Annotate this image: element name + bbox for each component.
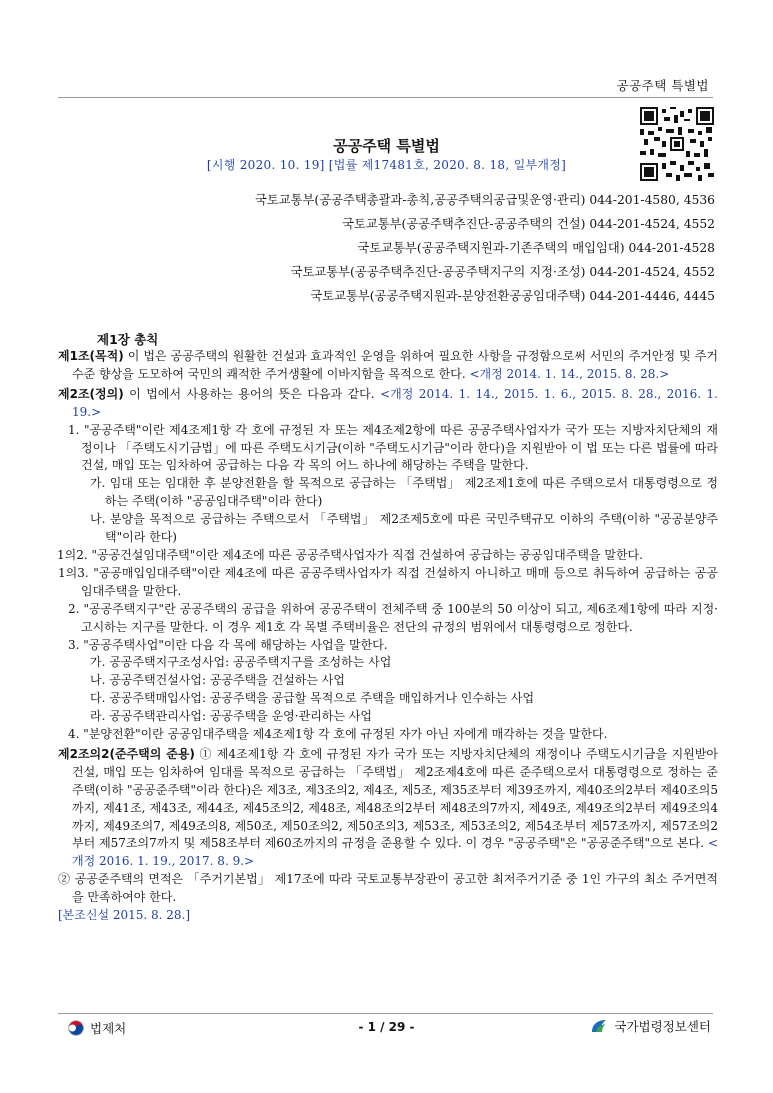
definition-subitem: 다. 공공주택매입사업: 공공주택을 공급할 목적으로 주택을 매입하거나 인수하는 사업 bbox=[90, 691, 535, 706]
definition-item: 4. "분양전환"이란 공공임대주택을 제4조제1항 각 호에 규정된 자가 아닌 자에게 매각하는 것을 말한다. bbox=[68, 727, 608, 742]
footer-left-label: 법제처 bbox=[90, 1021, 127, 1036]
contact-line: 국토교통부(공공주택지원과-분양전환공공임대주택) 044-201-4446, 4445 bbox=[310, 289, 715, 303]
contact-line: 국토교통부(공공주택지원과-기존주택의 매입임대) 044-201-4528 bbox=[357, 241, 715, 255]
article-label: 제2조(정의) bbox=[58, 386, 124, 401]
footer-law-center bbox=[590, 1017, 711, 1035]
article-2 bbox=[58, 386, 718, 422]
article-label: 제2조의2(준주택의 준용) bbox=[58, 746, 195, 761]
contact-line: 국토교통부(공공주택추진단-공공주택지구의 지정·조성) 044-201-4524, 4552 bbox=[290, 265, 715, 279]
amendment-note: <개정 2016. 1. 19., 2017. 8. 9.> bbox=[72, 836, 718, 869]
header-running-title: 공공주택 특별법 bbox=[616, 78, 709, 93]
amendment-note: <개정 2014. 1. 14., 2015. 1. 6., 2015. 8. 28., 2016. 1. 19.> bbox=[72, 386, 718, 419]
contact-line: 국토교통부(공공주택추진단-공공주택의 건설) 044-201-4524, 4552 bbox=[342, 217, 715, 231]
article-text: 이 법에서 사용하는 용어의 뜻은 다음과 같다. bbox=[123, 386, 381, 401]
article-label: 제1조(목적) bbox=[58, 349, 124, 363]
definition-item: 1의2. "공공건설임대주택"이란 제4조에 따른 공공주택사업자가 직접 건설하여 공급하는 공공임대주택을 말한다. bbox=[57, 547, 643, 562]
definition-item: 1. "공공주택"이란 제4조제1항 각 호에 규정된 자 또는 제4조제2항에 따른 공공주택사업자가 국가 또는 지방자치단체의 재정이나 「주택도시기금법」에 따른 주택도시기금(이하 "주택도시기금"이라 한다)을 지원받아 이 법 또는 다른 법률에 따라 건설, 매입 또는 임차하여 공급하는 다음 각 목의 어느 하나에 해당하는 주택을 말한다. bbox=[68, 422, 718, 473]
law-body bbox=[58, 348, 718, 925]
contact-list bbox=[255, 188, 715, 308]
amendment-note: <개정 2014. 1. 14., 2015. 8. 28.> bbox=[469, 366, 670, 381]
article-2-2 bbox=[58, 746, 718, 871]
enforcement-info: [시행 2020. 10. 19] [법률 제17481호, 2020. 8. 18, 일부개정] bbox=[206, 158, 567, 172]
definition-subitem: 가. 임대 또는 임대한 후 분양전환을 할 목적으로 공급하는 「주택법」 제2조제1호에 따른 주택으로서 대통령령으로 정하는 주택(이하 "공공임대주택"이라 한다) bbox=[90, 476, 718, 509]
law-center-logo-icon bbox=[590, 1018, 608, 1034]
definition-subitem: 라. 공공주택관리사업: 공공주택을 운영·관리하는 사업 bbox=[90, 709, 372, 724]
footer-rule bbox=[58, 1013, 713, 1014]
definition-subitem: 나. 공공주택건설사업: 공공주택을 건설하는 사업 bbox=[90, 673, 345, 688]
footer-right-label: 국가법령정보센터 bbox=[614, 1019, 711, 1034]
contact-line: 국토교통부(공공주택총괄과-총칙,공공주택의공급및운영·관리) 044-201-4580, 4536 bbox=[255, 193, 715, 207]
article-text: 이 법은 공공주택의 원활한 건설과 효과적인 운영을 위하여 필요한 사항을 규정함으로써 서민의 주거안정 및 주거수준 향상을 도모하여 국민의 쾌적한 주거생활에 이바지함을 목적으로 한다. bbox=[72, 349, 718, 381]
definition-item: 2. "공공주택지구"란 공공주택의 공급을 위하여 공공주택이 전체주택 중 100분의 50 이상이 되고, 제6조제1항에 따라 지정·고시하는 지구를 말한다. 이 경우 제1호 각 목별 주택비율은 전단의 규정의 범위에서 대통령령으로 정한다. bbox=[68, 601, 718, 634]
document-title: 공공주택 특별법 bbox=[333, 137, 440, 155]
page-number: - 1 / 29 - bbox=[358, 1020, 415, 1034]
definition-subitem: 가. 공공주택지구조성사업: 공공주택지구를 조성하는 사업 bbox=[90, 655, 392, 670]
chapter-heading: 제1장 총칙 bbox=[97, 332, 159, 347]
header-rule bbox=[58, 97, 713, 98]
new-article-note: [본조신설 2015. 8. 28.] bbox=[58, 908, 191, 923]
article-paragraph: ② 공공준주택의 면적은 「주거기본법」 제17조에 따라 국토교통부장관이 공고한 최저주거기준 중 1인 가구의 최소 주거면적을 만족하여야 한다. bbox=[58, 872, 718, 905]
article-1 bbox=[58, 348, 718, 384]
definition-item: 1의3. "공공매입임대주택"이란 제4조에 따른 공공주택사업자가 직접 건설하지 아니하고 매매 등으로 취득하여 공급하는 공공임대주택을 말한다. bbox=[58, 565, 718, 598]
article-text: ① 제4조제1항 각 호에 규정된 자가 국가 또는 지방자치단체의 재정이나 주택도시기금을 지원받아 건설, 매입 또는 임차하여 임대를 목적으로 공급하는 「주택법」 제2조제4호에 따른 준주택으로서 대통령령으로 정하는 준주택(이하 "공공준주택"이라 한다)은 제3조, 제3조의2, 제4조, 제5조, 제35조부터 제39조까지, 제40조의2부터 제40조의5까지, 제41조, 제43조, 제44조, 제45조의2, 제48조, 제48조의2부터 제48조의7까지, 제49조, 제49조의2부터 제49조의4까지, 제49조의7, 제49조의8, 제50조, 제50조의2, 제50조의3, 제53조, 제53조의2, 제54조부터 제57조까지, 제57조의2부터 제57조의7까지 및 제58조부터 제60조까지의 규정을 준용할 수 있다. 이 경우 "공공주택"은 "공공준주택"으로 본다. bbox=[72, 746, 718, 851]
definition-subitem: 나. 분양을 목적으로 공급하는 주택으로서 「주택법」 제2조제5호에 따른 국민주택규모 이하의 주택(이하 "공공분양주택"이라 한다) bbox=[90, 512, 718, 545]
definition-item: 3. "공공주택사업"이란 다음 각 목에 해당하는 사업을 말한다. bbox=[68, 637, 388, 652]
